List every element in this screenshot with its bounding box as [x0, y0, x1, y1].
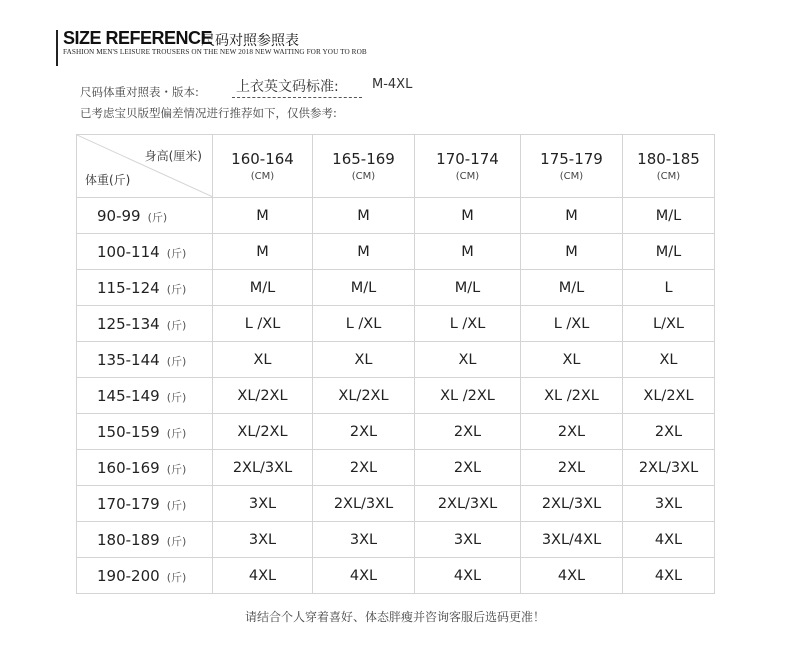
size-cell: M/L	[623, 198, 715, 234]
size-cell: 2XL/3XL	[521, 486, 623, 522]
weight-cell	[77, 270, 213, 306]
size-cell: 4XL	[415, 558, 521, 594]
size-cell: M/L	[521, 270, 623, 306]
table-row	[77, 558, 715, 594]
size-cell: XL/2XL	[213, 414, 313, 450]
height-unit: (CM)	[250, 171, 275, 182]
size-cell: L /XL	[521, 306, 623, 342]
version-range: M-4XL	[372, 77, 413, 92]
size-cell: L/XL	[623, 306, 715, 342]
size-cell: 4XL	[313, 558, 415, 594]
header-accent-bar	[56, 30, 58, 66]
size-cell: M	[213, 198, 313, 234]
corner-height-label: 身高(厘米)	[144, 149, 202, 163]
height-unit: (CM)	[455, 171, 480, 182]
size-cell: 2XL/3XL	[313, 486, 415, 522]
size-cell: M	[213, 234, 313, 270]
corner-weight-label: 体重(斤)	[85, 173, 131, 187]
title-chinese: 尺码对照参照表	[201, 33, 299, 49]
height-range: 160-164	[231, 150, 294, 168]
height-unit: (CM)	[351, 171, 376, 182]
weight-range: 150-159	[97, 422, 160, 441]
weight-unit: (斤)	[166, 570, 187, 584]
size-cell: XL	[313, 342, 415, 378]
size-cell: XL	[213, 342, 313, 378]
table-row	[77, 342, 715, 378]
size-cell: 4XL	[623, 522, 715, 558]
size-cell: 2XL/3XL	[415, 486, 521, 522]
size-cell: 2XL	[313, 450, 415, 486]
weight-unit: (斤)	[166, 282, 187, 296]
size-cell: XL	[521, 342, 623, 378]
size-cell: 3XL	[213, 522, 313, 558]
size-cell: 2XL/3XL	[213, 450, 313, 486]
size-cell: 4XL	[213, 558, 313, 594]
weight-unit: (斤)	[166, 390, 187, 404]
size-cell: 3XL	[313, 522, 415, 558]
weight-cell	[77, 558, 213, 594]
weight-range: 145-149	[97, 386, 160, 405]
size-cell: 2XL	[415, 414, 521, 450]
size-cell: M/L	[623, 234, 715, 270]
table-corner-cell	[77, 135, 213, 198]
size-cell: L /XL	[213, 306, 313, 342]
size-cell: XL/2XL	[313, 378, 415, 414]
size-cell: 3XL/4XL	[521, 522, 623, 558]
size-cell: 2XL	[521, 450, 623, 486]
reference-note: 已考虑宝贝版型偏差情况进行推荐如下，仅供参考:	[80, 106, 337, 120]
size-cell: 3XL	[415, 522, 521, 558]
size-cell: 2XL	[623, 414, 715, 450]
height-header-cell	[623, 135, 715, 198]
weight-cell	[77, 450, 213, 486]
size-cell: XL	[623, 342, 715, 378]
weight-range: 190-200	[97, 566, 160, 585]
weight-cell	[77, 234, 213, 270]
weight-unit: (斤)	[166, 426, 187, 440]
size-cell: M	[415, 198, 521, 234]
height-header-cell	[313, 135, 415, 198]
weight-unit: (斤)	[147, 210, 168, 224]
size-cell: M	[313, 234, 415, 270]
size-cell: XL /2XL	[521, 378, 623, 414]
size-cell: M	[313, 198, 415, 234]
size-cell: M/L	[313, 270, 415, 306]
weight-cell	[77, 522, 213, 558]
size-cell: M/L	[415, 270, 521, 306]
table-row	[77, 414, 715, 450]
weight-cell	[77, 414, 213, 450]
height-range: 170-174	[436, 150, 499, 168]
size-cell: M	[521, 198, 623, 234]
size-chart-table	[76, 134, 715, 594]
weight-unit: (斤)	[166, 354, 187, 368]
weight-unit: (斤)	[166, 318, 187, 332]
size-cell: 3XL	[213, 486, 313, 522]
height-unit: (CM)	[656, 171, 681, 182]
version-standard: 上衣英文码标准:	[236, 79, 339, 95]
size-cell: XL	[415, 342, 521, 378]
footer-note: 请结合个人穿着喜好、体态胖瘦并咨询客服后选码更准！	[244, 610, 545, 624]
table-row	[77, 378, 715, 414]
size-cell: XL/2XL	[623, 378, 715, 414]
weight-cell	[77, 486, 213, 522]
weight-cell	[77, 342, 213, 378]
weight-range: 160-169	[97, 458, 160, 477]
size-cell: 2XL	[313, 414, 415, 450]
size-cell: XL /2XL	[415, 378, 521, 414]
height-header-cell	[213, 135, 313, 198]
height-range: 165-169	[332, 150, 395, 168]
weight-range: 90-99	[97, 206, 141, 225]
height-header-cell	[521, 135, 623, 198]
size-cell: L /XL	[313, 306, 415, 342]
size-cell: 2XL/3XL	[623, 450, 715, 486]
size-cell: 2XL	[415, 450, 521, 486]
weight-unit: (斤)	[166, 534, 187, 548]
table-header-row	[77, 135, 715, 198]
size-cell: L /XL	[415, 306, 521, 342]
weight-range: 180-189	[97, 530, 160, 549]
height-range: 180-185	[637, 150, 700, 168]
weight-range: 170-179	[97, 494, 160, 513]
weight-unit: (斤)	[166, 246, 187, 260]
size-cell: M/L	[213, 270, 313, 306]
version-label: 尺码体重对照表・版本:	[80, 85, 199, 99]
weight-unit: (斤)	[166, 498, 187, 512]
weight-cell	[77, 198, 213, 234]
weight-range: 125-134	[97, 314, 160, 333]
table-row	[77, 450, 715, 486]
weight-unit: (斤)	[166, 462, 187, 476]
size-cell: L	[623, 270, 715, 306]
table-row	[77, 486, 715, 522]
size-cell: 4XL	[623, 558, 715, 594]
size-cell: 3XL	[623, 486, 715, 522]
table-row	[77, 198, 715, 234]
weight-range: 100-114	[97, 242, 160, 261]
size-cell: XL/2XL	[213, 378, 313, 414]
weight-range: 115-124	[97, 278, 160, 297]
table-row	[77, 270, 715, 306]
header-subtitle: FASHION MEN'S LEISURE TROUSERS ON THE NEW 2018 NEW WAITING FOR YOU TO ROB	[63, 48, 367, 56]
weight-range: 135-144	[97, 350, 160, 369]
title-english: SIZE REFERENCE	[63, 28, 213, 48]
weight-cell	[77, 306, 213, 342]
height-header-cell	[415, 135, 521, 198]
size-cell: 2XL	[521, 414, 623, 450]
table-row	[77, 306, 715, 342]
height-unit: (CM)	[559, 171, 584, 182]
version-underline	[232, 97, 362, 98]
size-cell: 4XL	[521, 558, 623, 594]
weight-cell	[77, 378, 213, 414]
table-row	[77, 522, 715, 558]
table-row	[77, 234, 715, 270]
height-range: 175-179	[540, 150, 603, 168]
size-cell: M	[415, 234, 521, 270]
size-cell: M	[521, 234, 623, 270]
